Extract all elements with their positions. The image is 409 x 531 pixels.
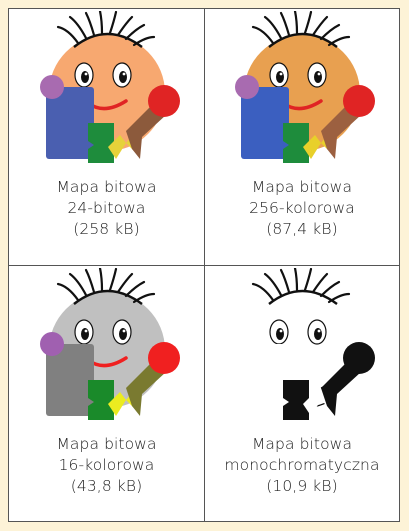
eye-pupil — [81, 328, 89, 340]
caption-256-color — [249, 177, 355, 240]
caption-format: monochromatyczna — [224, 456, 380, 474]
eye-pupil — [119, 71, 127, 83]
hair-strand — [100, 268, 102, 290]
hair-strand — [253, 27, 273, 43]
hair-strand — [86, 270, 94, 292]
eye-pupil — [119, 328, 127, 340]
cell-256-color — [204, 9, 399, 265]
hair-strand — [126, 25, 144, 39]
cell-16-color — [9, 265, 204, 521]
eye-highlight — [318, 330, 321, 333]
eye-highlight — [280, 73, 283, 76]
hair-strand — [281, 270, 289, 292]
hair-strand — [86, 13, 94, 35]
caption-title: Mapa bitowa — [251, 435, 353, 453]
caption-format: 24-bitowa — [67, 199, 146, 217]
red-circle — [343, 85, 375, 117]
hair-strand — [305, 12, 311, 33]
caption-format: 256-kolorowa — [249, 199, 355, 217]
hair-strand — [118, 274, 132, 292]
eye-highlight — [84, 73, 87, 76]
hair-strand — [110, 269, 116, 290]
caption-title: Mapa bitowa — [251, 178, 353, 196]
eye-pupil — [81, 71, 89, 83]
hair-strand — [295, 11, 297, 33]
hair-strand — [305, 269, 311, 290]
eye-highlight — [122, 330, 125, 333]
caption-16-color — [56, 434, 156, 497]
green-square — [283, 123, 309, 163]
eye-pupil — [276, 328, 284, 340]
eye-highlight — [84, 330, 87, 333]
caption-title: Mapa bitowa — [56, 178, 157, 196]
green-square — [88, 123, 114, 163]
hair-strand — [281, 13, 289, 35]
purple-circle — [235, 75, 259, 99]
cartoon-face-16-color — [22, 268, 192, 430]
cartoon-face-monochrome — [217, 268, 387, 430]
purple-circle — [235, 332, 259, 356]
eye-pupil — [314, 71, 322, 83]
green-square — [283, 380, 309, 420]
eye-highlight — [280, 330, 283, 333]
hair-strand — [58, 27, 78, 43]
cell-monochrome — [204, 265, 399, 521]
hair-strand — [321, 25, 339, 39]
hair-strand — [321, 282, 339, 296]
hair-strand — [110, 12, 116, 33]
hair-strand — [118, 17, 132, 35]
cartoon-face-256-color — [217, 11, 387, 173]
hair-strand — [313, 17, 327, 35]
bitmap-comparison-grid — [8, 8, 400, 522]
green-square — [88, 380, 114, 420]
caption-size: (10,9 kB) — [266, 477, 338, 495]
caption-format: 16-kolorowa — [58, 456, 155, 474]
red-circle — [148, 342, 180, 374]
red-circle — [148, 85, 180, 117]
cell-24-bit — [9, 9, 204, 265]
eye-highlight — [122, 73, 125, 76]
caption-size: (258 kB) — [73, 220, 140, 238]
hair-strand — [100, 11, 102, 33]
eye-highlight — [318, 73, 321, 76]
hair-strand — [313, 274, 327, 292]
eye-pupil — [276, 71, 284, 83]
caption-size: (87,4 kB) — [266, 220, 338, 238]
caption-size: (43,8 kB) — [70, 477, 143, 495]
cartoon-face-24-bit — [22, 11, 192, 173]
red-circle — [343, 342, 375, 374]
caption-24-bit — [56, 177, 156, 240]
caption-title: Mapa bitowa — [56, 435, 157, 453]
hair-strand — [295, 268, 297, 290]
eye-pupil — [314, 328, 322, 340]
caption-monochrome — [224, 434, 379, 497]
hair-strand — [58, 284, 78, 300]
purple-circle — [40, 75, 64, 99]
hair-strand — [253, 284, 273, 300]
purple-circle — [40, 332, 64, 356]
hair-strand — [126, 282, 144, 296]
